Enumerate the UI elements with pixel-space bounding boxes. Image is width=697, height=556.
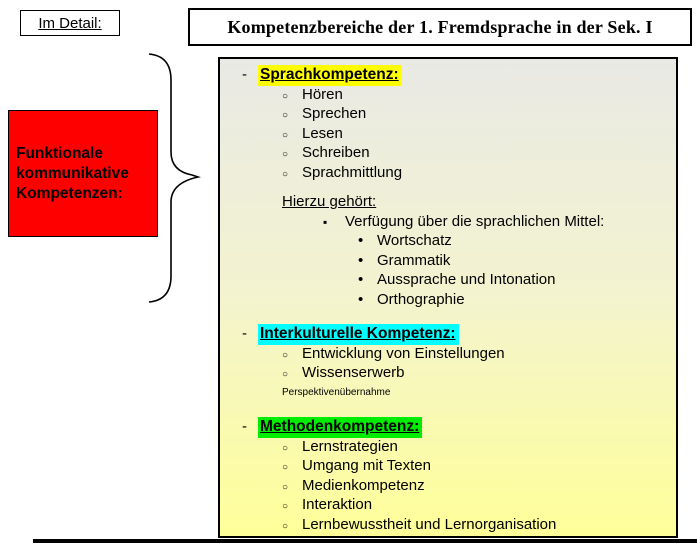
- circle-bullet-icon: Perspektivenübernahme: [282, 386, 391, 398]
- list-item-label: Wissenserwerb: [302, 364, 405, 381]
- section-heading: Methodenkompetenz:: [258, 417, 422, 438]
- list-item: [220, 476, 676, 496]
- dash-bullet-icon: -: [242, 66, 247, 83]
- subsection-heading-row: [220, 192, 676, 212]
- list-item: [220, 231, 676, 251]
- list-item: [220, 85, 676, 105]
- circle-bullet-icon: ○: [282, 129, 289, 141]
- list-item: [220, 383, 676, 403]
- subsection-heading: Hierzu gehört:: [282, 193, 377, 210]
- circle-bullet-icon: ○: [282, 149, 289, 160]
- list-item: [220, 251, 676, 271]
- section-heading: Interkulturelle Kompetenz:: [258, 324, 459, 345]
- curly-brace-icon: [142, 52, 210, 304]
- list-item-label: Sprechen: [302, 105, 367, 122]
- list-item: [220, 437, 676, 457]
- circle-bullet-icon: ○: [282, 110, 289, 121]
- list-item-label: Wortschatz: [377, 232, 452, 249]
- list-item: [220, 124, 676, 144]
- section-heading: Sprachkompetenz:: [258, 65, 402, 86]
- list-item-label: Verfügung über die sprachlichen Mittel:: [345, 212, 605, 230]
- section-heading-row: [220, 65, 676, 85]
- slide-title-box: [188, 8, 692, 46]
- circle-bullet-icon: ○: [282, 369, 289, 380]
- list-item-label: Grammatik: [377, 251, 451, 269]
- bottom-divider-line: [33, 539, 697, 543]
- list-item-label: Aussprache und Intonation: [377, 271, 556, 288]
- list-item-label: Lesen: [302, 124, 343, 142]
- list-item-label: Umgang mit Texten: [302, 457, 431, 474]
- circle-bullet-icon: ○: [282, 520, 289, 532]
- list-item-label: Sprachmittlung: [302, 163, 403, 181]
- section-heading-row: [220, 417, 676, 437]
- dot-bullet-icon: •: [358, 251, 364, 269]
- dash-bullet-icon: -: [242, 325, 247, 342]
- dot-bullet-icon: •: [358, 290, 364, 308]
- square-bullet-icon: ▪: [323, 214, 328, 229]
- dash-bullet-icon: -: [242, 418, 247, 435]
- list-item-label: Schreiben: [302, 144, 370, 161]
- spacer: [220, 309, 676, 324]
- circle-bullet-icon: ○: [282, 349, 289, 361]
- spacer: [220, 402, 676, 417]
- list-item: [220, 270, 676, 290]
- category-label: Funktionale kommunikative Kompetenzen:: [16, 144, 129, 202]
- list-item: [220, 456, 676, 476]
- list-item: [220, 212, 676, 232]
- competence-detail-box: [218, 57, 678, 538]
- circle-bullet-icon: ○: [282, 501, 289, 512]
- circle-bullet-icon: ○: [282, 90, 289, 102]
- list-item: [220, 163, 676, 183]
- list-item: [220, 495, 676, 515]
- list-item: [220, 290, 676, 310]
- list-item: [220, 104, 676, 124]
- list-item: [220, 515, 676, 535]
- list-item-label: Medienkompetenz: [302, 476, 425, 494]
- circle-bullet-icon: ○: [282, 481, 289, 493]
- circle-bullet-icon: ○: [282, 462, 289, 473]
- list-item: [220, 363, 676, 383]
- list-item-label: Entwicklung von Einstellungen: [302, 344, 505, 362]
- list-item: [220, 143, 676, 163]
- dot-bullet-icon: •: [358, 271, 364, 288]
- list-item-label: Lernbewusstheit und Lernorganisation: [302, 515, 557, 533]
- circle-bullet-icon: ○: [282, 168, 289, 180]
- list-item-label: Hören: [302, 85, 343, 103]
- circle-bullet-icon: ○: [282, 442, 289, 454]
- list-item-label: Lernstrategien: [302, 437, 398, 455]
- list-item: [220, 344, 676, 364]
- im-detail-label: Im Detail:: [38, 14, 102, 32]
- section-heading-row: [220, 324, 676, 344]
- list-item-label: Orthographie: [377, 290, 465, 308]
- list-item-label: Interaktion: [302, 496, 373, 513]
- category-label-box: [8, 110, 158, 237]
- im-detail-box: [20, 10, 120, 36]
- dot-bullet-icon: •: [358, 232, 364, 249]
- slide-title: Kompetenzbereiche der 1. Fremdsprache in der Sek. I: [227, 16, 653, 37]
